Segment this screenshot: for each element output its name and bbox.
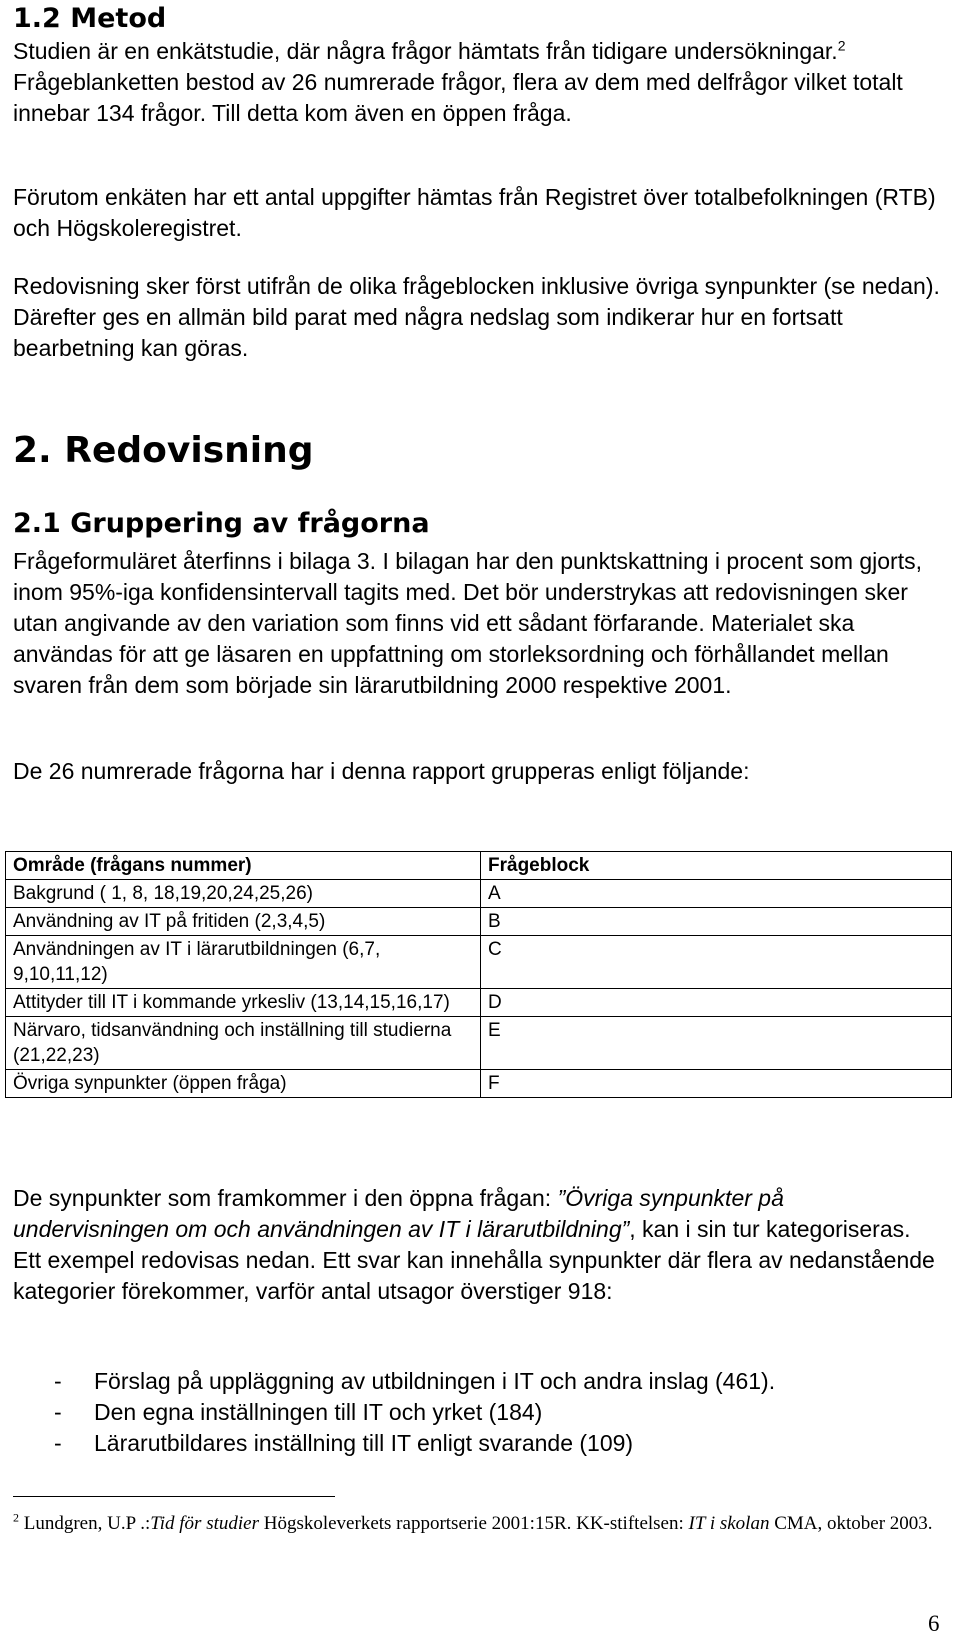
table-cell-block: D [481, 989, 952, 1017]
paragraph-metod-intro: Studien är en enkätstudie, där några frågor hämtats från tidigare undersökningar.$^2$ Frågeblanketten bestod av 26 numrerade frågor, flera av dem med delfrågor vilket totalt innebar 134 frågor. Till detta kom även en öppen fråga. [13, 37, 903, 126]
table-header-area: Område (frågans nummer) [6, 852, 481, 880]
table-cell-area: Användningen av IT i lärarutbildningen (6,7, 9,10,11,12) [6, 936, 481, 989]
footnote-number: 2 [13, 1510, 19, 1525]
list-item: - Förslag på uppläggning av utbildningen i IT och andra inslag (461). [13, 1366, 943, 1397]
category-list [13, 1366, 943, 1459]
table-cell-area: Övriga synpunkter (öppen fråga) [6, 1070, 481, 1098]
table-row [6, 908, 952, 936]
open-question-quote: ”Övriga synpunkter på undervisningen om och användningen av IT i lärarutbildning” [13, 1185, 784, 1242]
section-heading-redovisning: 2. Redovisning [13, 430, 314, 471]
table-row [6, 1017, 952, 1070]
question-groups-table [5, 851, 952, 1098]
table-cell-block: B [481, 908, 952, 936]
paragraph-presentation: Redovisning sker först utifrån de olika frågeblocken inklusive övriga synpunkter (se nedan). Därefter ges en allmän bild parat med några nedslag som indikerar hur en fortsatt bearbetning kan göras. [13, 273, 940, 361]
footnote-ref[interactable]: 2 [837, 37, 846, 54]
section-heading-gruppering: 2.1 Gruppering av frågorna [13, 508, 430, 539]
list-dash: - [54, 1399, 62, 1425]
section-heading-metod: 1.2 Metod [13, 3, 167, 34]
table-row [6, 1070, 952, 1098]
table-cell-block: A [481, 880, 952, 908]
paragraph-registers: Förutom enkäten har ett antal uppgifter hämtas från Registret över totalbefolkningen (RTB) och Högskoleregistret. [13, 184, 936, 241]
table-header-block: Frågeblock [481, 852, 952, 880]
table-row [6, 936, 952, 989]
page-number: 6 [928, 1611, 940, 1636]
list-item: - Den egna inställningen till IT och yrket (184) [13, 1397, 943, 1428]
table-row [6, 880, 952, 908]
table-cell-area: Användning av IT på fritiden (2,3,4,5) [6, 908, 481, 936]
paragraph-grouping-intro: De 26 numrerade frågorna har i denna rapport grupperas enligt följande: [13, 758, 750, 784]
list-dash: - [54, 1430, 62, 1456]
list-dash: - [54, 1368, 62, 1394]
table-row [6, 989, 952, 1017]
table-header-row [6, 852, 952, 880]
paragraph-form-appendix: Frågeformuläret återfinns i bilaga 3. I bilagan har den punktskattning i procent som gjorts, inom 95%-iga konfidensintervall tagits med. Det bör understrykas att redovisningen sker utan angivande av den variation som finns vid ett sådant förfarande. Materialet ska användas för att ge läsaren en uppfattning om storleksordning och förhållandet mellan svaren från dem som började sin lärarutbildning 2000 respektive 2001. [13, 548, 922, 698]
table-cell-area: Attityder till IT i kommande yrkesliv (13,14,15,16,17) [6, 989, 481, 1017]
table-cell-area: Bakgrund ( 1, 8, 18,19,20,24,25,26) [6, 880, 481, 908]
footnote: $^2$ Lundgren, U.P .:Tid för studier Högskoleverkets rapportserie 2001:15R. KK-stiftelsen: IT i skolan CMA, oktober 2003. [13, 1510, 933, 1534]
table-cell-block: C [481, 936, 952, 989]
table-cell-block: F [481, 1070, 952, 1098]
table-cell-block: E [481, 1017, 952, 1070]
table-cell-area: Närvaro, tidsanvändning och inställning till studierna (21,22,23) [6, 1017, 481, 1070]
paragraph-open-question: De synpunkter som framkommer i den öppna frågan: ”Övriga synpunkter på undervisningen om och användningen av IT i lärarutbildning”, kan i sin tur kategoriseras. Ett exempel redovisas nedan. Ett svar kan innehålla synpunkter där flera av nedanstående kategorier förekommer, varför antal utsagor överstiger 918: [13, 1185, 935, 1304]
footnote-divider [13, 1496, 335, 1497]
list-item: - Lärarutbildares inställning till IT enligt svarande (109) [13, 1428, 943, 1459]
